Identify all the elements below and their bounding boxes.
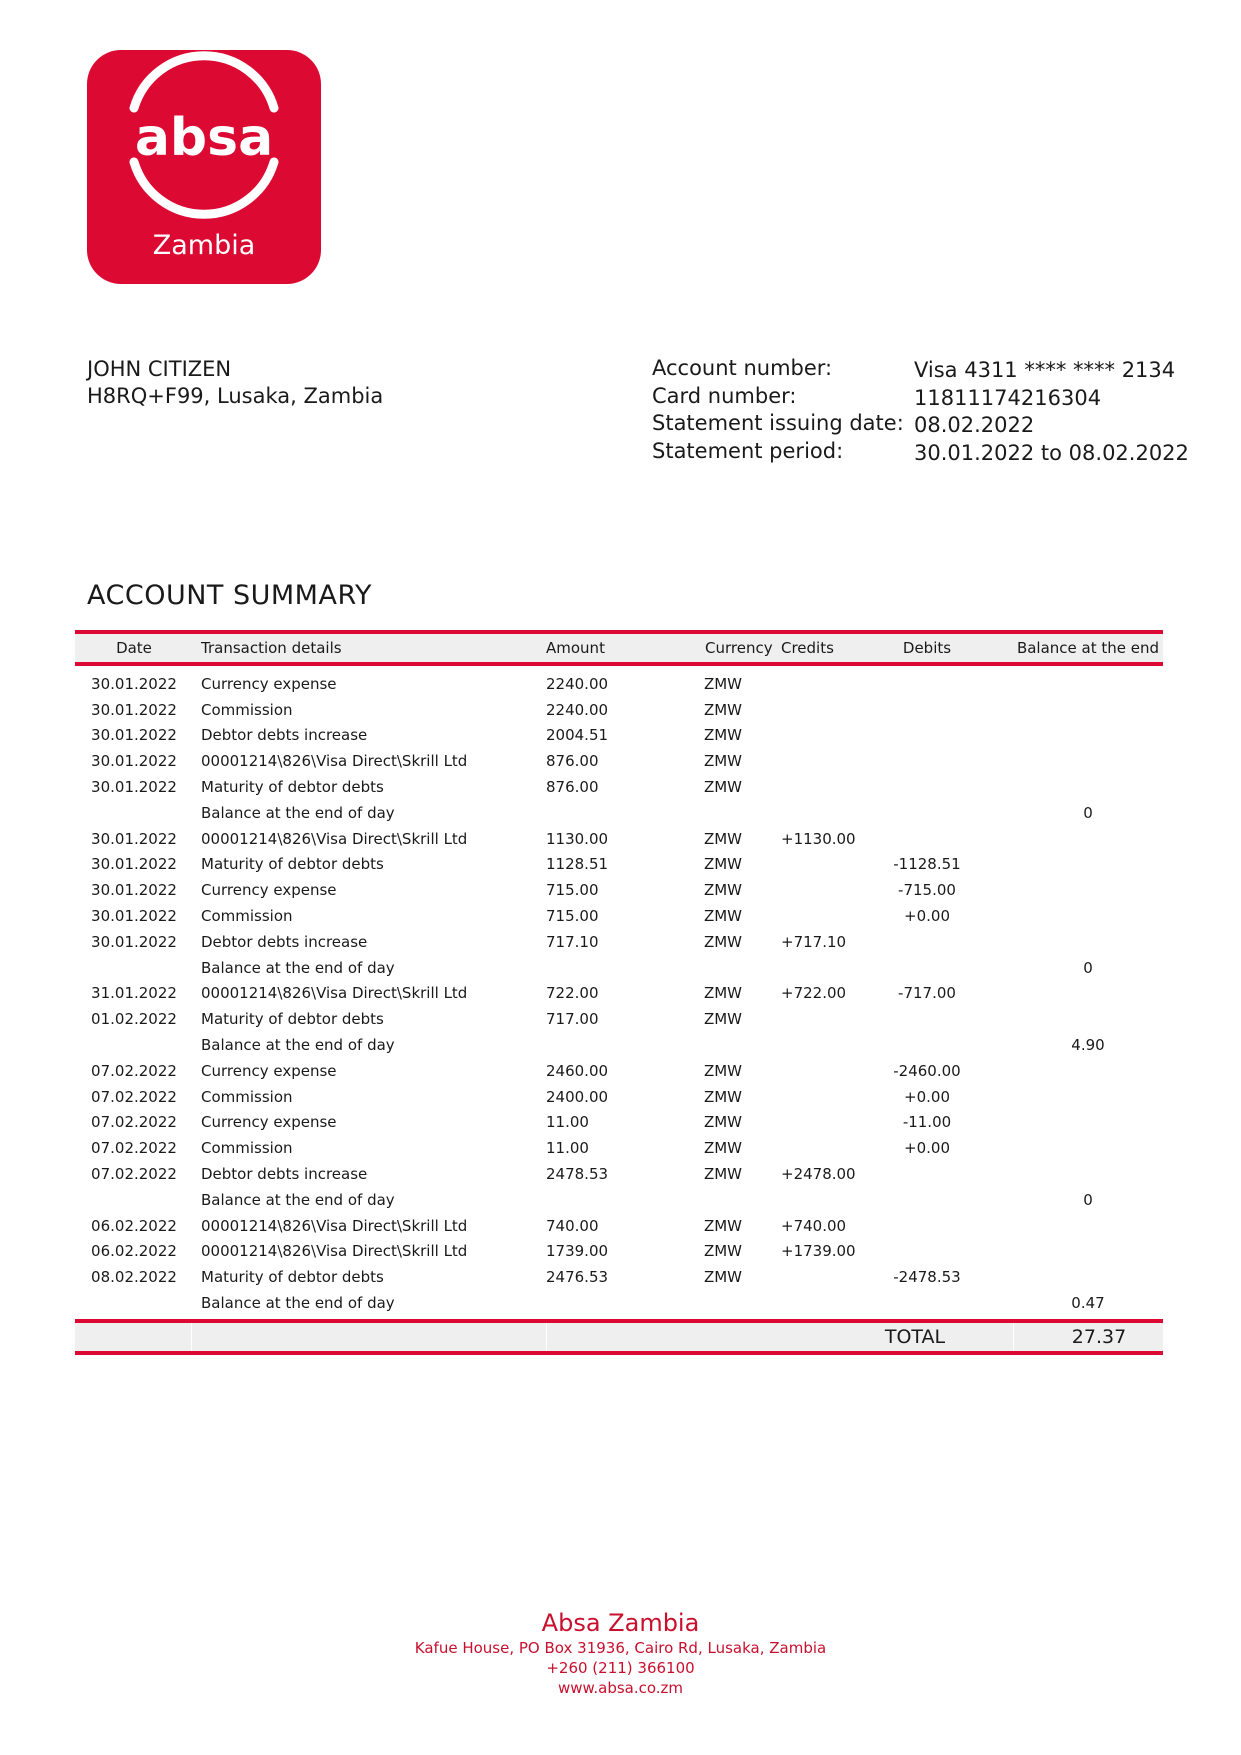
card-number-label: Card number: bbox=[652, 383, 797, 408]
table-row bbox=[75, 1110, 1163, 1136]
cell-balance: 0.47 bbox=[1071, 1294, 1105, 1313]
cell-debits: -2460.00 bbox=[893, 1061, 961, 1080]
table-row bbox=[75, 1135, 1163, 1161]
cell-date: 06.02.2022 bbox=[91, 1216, 177, 1235]
cell-currency: ZMW bbox=[703, 907, 743, 926]
account-summary-title: ACCOUNT SUMMARY bbox=[87, 580, 372, 611]
cell-debits: -717.00 bbox=[898, 984, 956, 1003]
table-row bbox=[75, 774, 1163, 800]
cell-amount: 876.00 bbox=[546, 778, 599, 797]
footer-address: Kafue House, PO Box 31936, Cairo Rd, Lusaka, Zambia bbox=[414, 1639, 827, 1657]
cell-currency: ZMW bbox=[703, 829, 743, 848]
cell-details: Balance at the end of day bbox=[201, 803, 395, 822]
cell-date: 07.02.2022 bbox=[91, 1061, 177, 1080]
footer bbox=[0, 1608, 1241, 1698]
table-row bbox=[75, 1032, 1163, 1058]
cell-details: Debtor debts increase bbox=[201, 932, 368, 951]
table-row bbox=[75, 1058, 1163, 1084]
cell-amount: 2460.00 bbox=[546, 1061, 609, 1080]
cell-amount: 11.00 bbox=[546, 1113, 589, 1132]
table-row bbox=[75, 723, 1163, 749]
cell-currency: ZMW bbox=[703, 700, 743, 719]
cell-date: 07.02.2022 bbox=[91, 1113, 177, 1132]
cell-amount: 722.00 bbox=[546, 984, 599, 1003]
cell-amount: 2004.51 bbox=[546, 726, 609, 745]
cell-details: 00001214\826\Visa Direct\Skrill Ltd bbox=[201, 1216, 468, 1235]
table-row bbox=[75, 1084, 1163, 1110]
cell-details: Maturity of debtor debts bbox=[201, 1010, 384, 1029]
cell-date: 30.01.2022 bbox=[91, 855, 177, 874]
cell-details: Currency expense bbox=[201, 674, 337, 693]
cell-credits: +1130.00 bbox=[781, 829, 856, 848]
account-values bbox=[914, 357, 1189, 467]
cell-balance: 0 bbox=[1083, 958, 1093, 977]
cell-currency: ZMW bbox=[703, 1087, 743, 1106]
account-number-value: Visa 4311 **** **** 2134 bbox=[914, 358, 1176, 382]
cell-details: Balance at the end of day bbox=[201, 1190, 395, 1209]
header-amount: Amount bbox=[546, 639, 605, 657]
cell-balance: 0 bbox=[1083, 1190, 1093, 1209]
cell-amount: 717.10 bbox=[546, 932, 599, 951]
customer-name: JOHN CITIZEN bbox=[87, 357, 232, 381]
cell-currency: ZMW bbox=[703, 881, 743, 900]
cell-amount: 740.00 bbox=[546, 1216, 599, 1235]
cell-details: Commission bbox=[201, 907, 293, 926]
logo-country: Zambia bbox=[152, 230, 256, 261]
cell-details: Currency expense bbox=[201, 881, 337, 900]
cell-currency: ZMW bbox=[703, 1216, 743, 1235]
total-value: 27.37 bbox=[1071, 1325, 1127, 1348]
cell-date: 30.01.2022 bbox=[91, 907, 177, 926]
header-debits: Debits bbox=[902, 639, 952, 657]
cell-date: 30.01.2022 bbox=[91, 829, 177, 848]
cell-details: Debtor debts increase bbox=[201, 1165, 368, 1184]
cell-date: 07.02.2022 bbox=[91, 1165, 177, 1184]
cell-currency: ZMW bbox=[703, 674, 743, 693]
cell-amount: 2240.00 bbox=[546, 700, 609, 719]
footer-phone: +260 (211) 366100 bbox=[546, 1659, 695, 1677]
table-row bbox=[75, 981, 1163, 1007]
table-body bbox=[75, 666, 1163, 1319]
cell-amount: 2240.00 bbox=[546, 674, 609, 693]
cell-details: 00001214\826\Visa Direct\Skrill Ltd bbox=[201, 984, 468, 1003]
table-row bbox=[75, 852, 1163, 878]
cell-date: 30.01.2022 bbox=[91, 932, 177, 951]
cell-details: Maturity of debtor debts bbox=[201, 778, 384, 797]
cell-amount: 1128.51 bbox=[546, 855, 609, 874]
cell-currency: ZMW bbox=[703, 1010, 743, 1029]
cell-currency: ZMW bbox=[703, 778, 743, 797]
cell-debits: -1128.51 bbox=[893, 855, 961, 874]
cell-amount: 1739.00 bbox=[546, 1242, 609, 1261]
cell-currency: ZMW bbox=[703, 1113, 743, 1132]
cell-currency: ZMW bbox=[703, 1061, 743, 1080]
table-row bbox=[75, 1161, 1163, 1187]
total-row bbox=[75, 1323, 1163, 1351]
cell-date: 30.01.2022 bbox=[91, 881, 177, 900]
cell-currency: ZMW bbox=[703, 932, 743, 951]
statement-date-label: Statement issuing date: bbox=[652, 411, 904, 435]
cell-details: Balance at the end of day bbox=[201, 958, 395, 977]
statement-date-value: 08.02.2022 bbox=[914, 413, 1035, 437]
table-row bbox=[75, 826, 1163, 852]
cell-details: Currency expense bbox=[201, 1061, 337, 1080]
table-row bbox=[75, 903, 1163, 929]
total-separator bbox=[191, 1323, 192, 1351]
cell-details: Commission bbox=[201, 1087, 293, 1106]
cell-amount: 715.00 bbox=[546, 881, 599, 900]
transactions-table bbox=[75, 630, 1163, 1355]
table-row bbox=[75, 1006, 1163, 1032]
header-credits: Credits bbox=[781, 639, 834, 657]
cell-debits: +0.00 bbox=[904, 907, 950, 926]
cell-debits: -11.00 bbox=[902, 1113, 952, 1132]
cell-date: 30.01.2022 bbox=[91, 726, 177, 745]
cell-date: 30.01.2022 bbox=[91, 674, 177, 693]
cell-amount: 11.00 bbox=[546, 1139, 589, 1158]
cell-amount: 715.00 bbox=[546, 907, 599, 926]
cell-details: 00001214\826\Visa Direct\Skrill Ltd bbox=[201, 752, 468, 771]
cell-amount: 2476.53 bbox=[546, 1268, 609, 1287]
card-number-value: 11811174216304 bbox=[914, 385, 1102, 410]
cell-currency: ZMW bbox=[703, 752, 743, 771]
cell-debits: -715.00 bbox=[898, 881, 956, 900]
cell-credits: +1739.00 bbox=[781, 1242, 856, 1261]
cell-amount: 876.00 bbox=[546, 752, 599, 771]
cell-details: 00001214\826\Visa Direct\Skrill Ltd bbox=[201, 829, 468, 848]
cell-details: Balance at the end of day bbox=[201, 1036, 395, 1055]
cell-credits: +2478.00 bbox=[781, 1165, 856, 1184]
cell-currency: ZMW bbox=[703, 1139, 743, 1158]
cell-date: 30.01.2022 bbox=[91, 752, 177, 771]
cell-currency: ZMW bbox=[703, 1268, 743, 1287]
statement-period-label: Statement period: bbox=[652, 438, 844, 463]
account-labels bbox=[652, 355, 904, 465]
cell-credits: +722.00 bbox=[781, 984, 847, 1003]
logo-wordmark: absa bbox=[134, 108, 274, 168]
customer-block bbox=[87, 356, 383, 410]
cell-amount: 2400.00 bbox=[546, 1087, 609, 1106]
header-details: Transaction details bbox=[201, 639, 342, 657]
table-row bbox=[75, 800, 1163, 826]
table-row bbox=[75, 929, 1163, 955]
cell-date: 01.02.2022 bbox=[91, 1010, 177, 1029]
table-row bbox=[75, 697, 1163, 723]
table-end-rule bbox=[75, 1351, 1163, 1355]
table-row bbox=[75, 748, 1163, 774]
cell-debits: +0.00 bbox=[904, 1087, 950, 1106]
footer-website[interactable]: www.absa.co.zm bbox=[557, 1679, 684, 1697]
table-row bbox=[75, 1264, 1163, 1290]
cell-details: Maturity of debtor debts bbox=[201, 855, 384, 874]
header-currency: Currency bbox=[705, 639, 773, 657]
table-row bbox=[75, 1187, 1163, 1213]
statement-period-value: 30.01.2022 to 08.02.2022 bbox=[914, 440, 1189, 465]
cell-currency: ZMW bbox=[703, 855, 743, 874]
account-number-label: Account number: bbox=[652, 356, 833, 380]
cell-details: Balance at the end of day bbox=[201, 1294, 395, 1313]
cell-currency: ZMW bbox=[703, 1165, 743, 1184]
table-row bbox=[75, 1213, 1163, 1239]
cell-debits: -2478.53 bbox=[893, 1268, 961, 1287]
cell-details: Maturity of debtor debts bbox=[201, 1268, 384, 1287]
cell-date: 08.02.2022 bbox=[91, 1268, 177, 1287]
cell-details: Currency expense bbox=[201, 1113, 337, 1132]
customer-address: H8RQ+F99, Lusaka, Zambia bbox=[87, 384, 384, 408]
cell-credits: +717.10 bbox=[781, 932, 847, 951]
total-separator bbox=[546, 1323, 547, 1351]
footer-bank-name: Absa Zambia bbox=[541, 1609, 700, 1637]
cell-currency: ZMW bbox=[703, 984, 743, 1003]
table-row bbox=[75, 1239, 1163, 1265]
cell-amount: 717.00 bbox=[546, 1010, 599, 1029]
header-date: Date bbox=[116, 639, 152, 657]
cell-amount: 1130.00 bbox=[546, 829, 609, 848]
cell-currency: ZMW bbox=[703, 726, 743, 745]
cell-details: Commission bbox=[201, 700, 293, 719]
table-row bbox=[75, 671, 1163, 697]
cell-date: 06.02.2022 bbox=[91, 1242, 177, 1261]
cell-balance: 4.90 bbox=[1071, 1036, 1105, 1055]
cell-debits: +0.00 bbox=[904, 1139, 950, 1158]
cell-currency: ZMW bbox=[703, 1242, 743, 1261]
cell-details: Commission bbox=[201, 1139, 293, 1158]
header-balance: Balance at the end bbox=[1016, 639, 1160, 657]
cell-amount: 2478.53 bbox=[546, 1165, 609, 1184]
table-row bbox=[75, 1290, 1163, 1316]
table-row bbox=[75, 877, 1163, 903]
cell-date: 30.01.2022 bbox=[91, 700, 177, 719]
absa-zambia-logo bbox=[87, 50, 321, 284]
cell-date: 07.02.2022 bbox=[91, 1139, 177, 1158]
cell-details: 00001214\826\Visa Direct\Skrill Ltd bbox=[201, 1242, 468, 1261]
cell-date: 30.01.2022 bbox=[91, 778, 177, 797]
cell-credits: +740.00 bbox=[781, 1216, 847, 1235]
cell-date: 31.01.2022 bbox=[91, 984, 177, 1003]
cell-balance: 0 bbox=[1083, 803, 1093, 822]
table-row bbox=[75, 955, 1163, 981]
cell-date: 07.02.2022 bbox=[91, 1087, 177, 1106]
cell-details: Debtor debts increase bbox=[201, 726, 368, 745]
table-header bbox=[75, 634, 1163, 662]
total-label: TOTAL bbox=[884, 1325, 946, 1348]
